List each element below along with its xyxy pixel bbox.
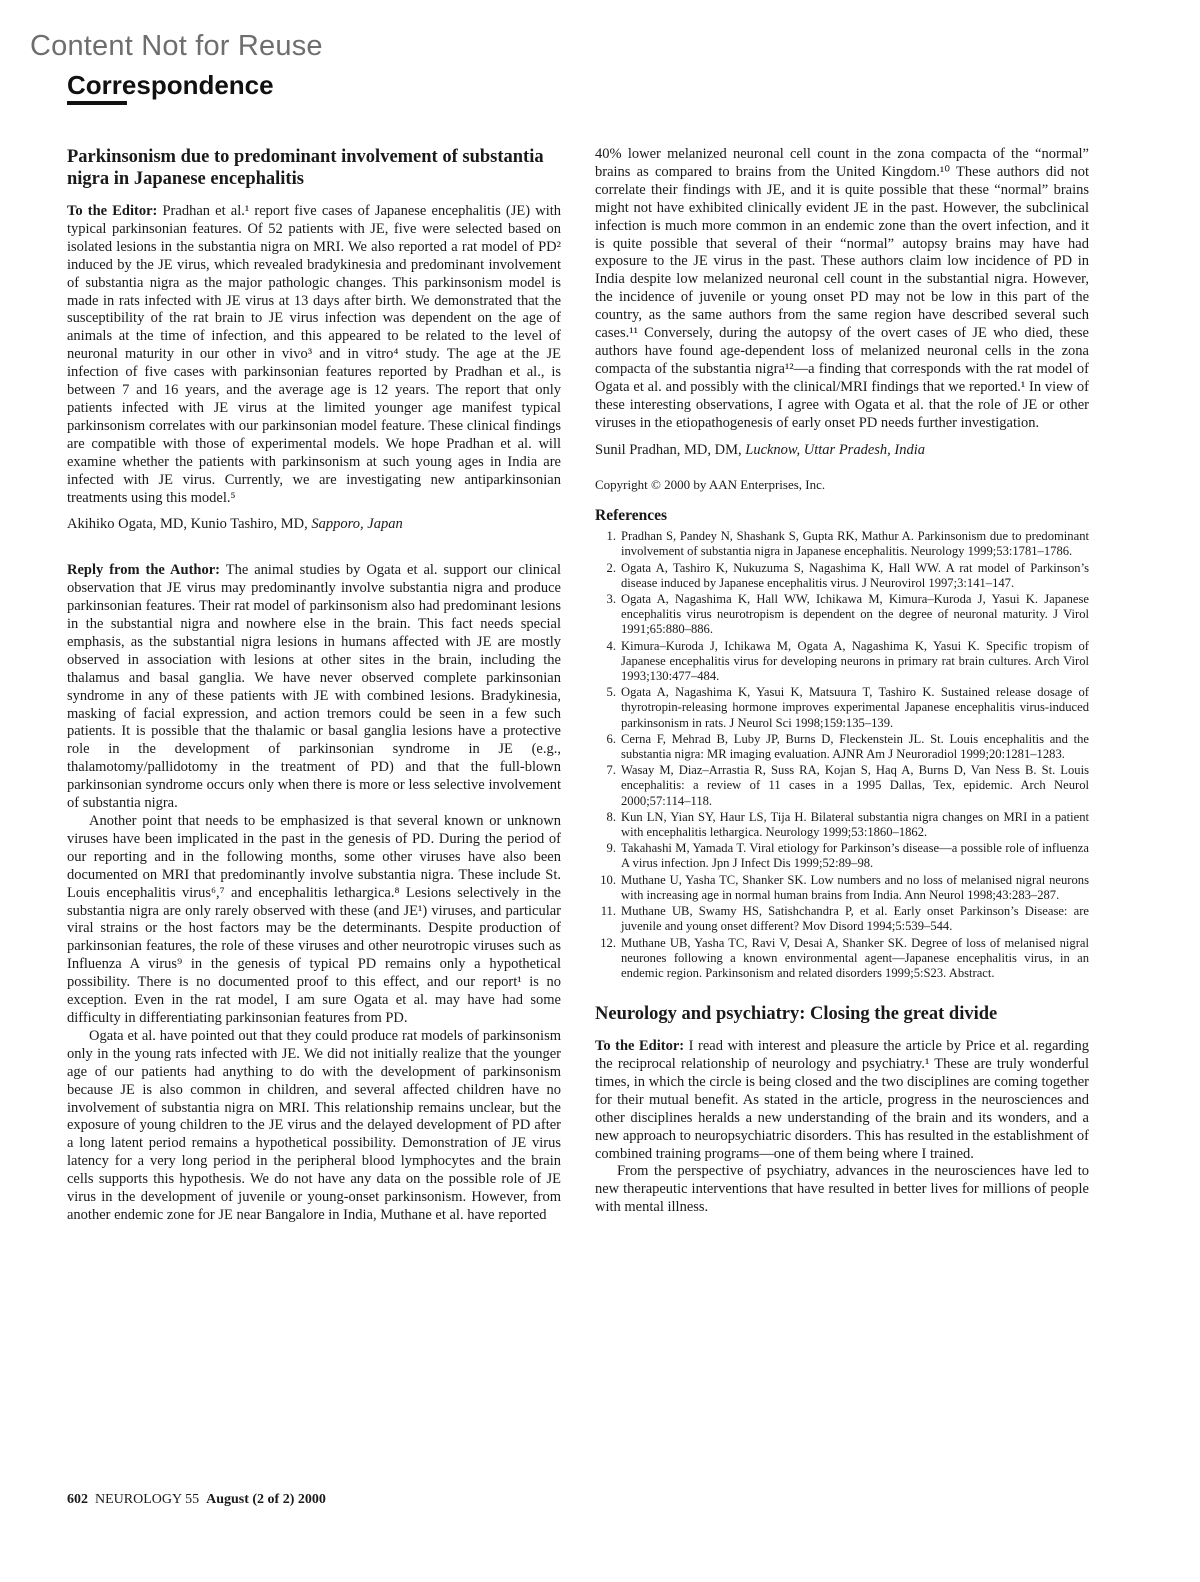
reference-text: Kimura–Kuroda J, Ichikawa M, Ogata A, Nagashima K, Yasui K. Specific tropism of Japanese encephalitis virus for developing neurons in primary rat brain cultures. Arch Virol 1993;130:477–484. bbox=[621, 638, 1089, 684]
reference-number: 5. bbox=[606, 685, 616, 700]
copyright-notice: Copyright © 2000 by AAN Enterprises, Inc. bbox=[595, 477, 826, 493]
reference-item bbox=[595, 841, 1089, 871]
section-title: Correspondence bbox=[67, 70, 274, 100]
reference-text: Muthane U, Yasha TC, Shanker SK. Low numbers and no loss of melanised nigral neurons with increasing age in normal human brains from India. Ann Neurol 1998;43:283–287. bbox=[621, 872, 1089, 902]
article2-lead: To the Editor: bbox=[595, 1038, 685, 1055]
reference-item bbox=[595, 561, 1089, 591]
reference-item bbox=[595, 685, 1089, 731]
reference-number: 11. bbox=[600, 904, 616, 919]
reference-item bbox=[595, 810, 1089, 840]
reference-number: 10. bbox=[600, 872, 616, 887]
reference-number: 4. bbox=[606, 638, 616, 653]
article-title: Parkinsonism due to predominant involvement of substantia nigra in Japanese encephalitis bbox=[67, 147, 544, 189]
watermark-text: Content Not for Reuse bbox=[30, 30, 323, 62]
reply-sig-place: Lucknow, Uttar Pradesh, India bbox=[745, 441, 926, 458]
reference-text: Cerna F, Mehrad B, Luby JP, Burns D, Fleckenstein JL. St. Louis encephalitis and the substantia nigra: MR imaging evaluation. AJNR Am J Neuroradiol 1999;20:1281–1283. bbox=[621, 731, 1089, 762]
reference-number: 6. bbox=[606, 731, 616, 746]
reference-text: Kun LN, Yian SY, Haur LS, Tija H. Bilateral substantia nigra changes on MRI in a patient with encephalitis lethargica. Neurology 1999;53:1860–1862. bbox=[621, 809, 1089, 840]
reference-item bbox=[595, 592, 1089, 638]
footer-issue: August (2 of 2) 2000 bbox=[206, 1492, 326, 1507]
reference-item bbox=[595, 936, 1089, 982]
letter-body: Pradhan et al.¹ report five cases of Japanese encephalitis (JE) with typical parkinsonian features. Of 52 patients with JE, five were selected based on isolated lesions in the substantia nigra on MRI. We also reported a rat model of PD² induced by the JE virus, which revealed bradykinesia and predominant involvement of substantia nigra as the major pathologic changes. This parkinsonism model is made in rats infected with JE virus at 13 days after birth. We demonstrated that the susceptibility of the rat brain to JE virus infection was dependent on the age of animals at the time of infection, and this appeared to be related to the level of neuronal maturity in our other in vivo³ and in vitro⁴ study. The age at the JE infection of five cases with parkinsonian features reported by Pradhan et al., is between 7 and 16 years, and the average age is 12 years. The report that only patients infected with JE virus at the limited younger age manifest typical parkinsonism correlates with our parkinsonian model feature. These clinical findings are compatible with those of experimental models. We hope Pradhan et al. will examine whether the patients with parkinsonism at such young ages in India are infected with JE virus. Currently, we are investigating new antiparkinsonian treatments using this model.⁵ bbox=[67, 203, 562, 506]
reference-item bbox=[595, 904, 1089, 934]
reply-lead: Reply from the Author: bbox=[67, 562, 220, 579]
references-list bbox=[595, 529, 1089, 981]
reply-sig-names: Sunil Pradhan, MD, DM, bbox=[595, 441, 742, 458]
article2-paragraph-2: From the perspective of psychiatry, advances in the neurosciences have led to new therapeutic interventions that have resulted in better lives for millions of people with mental illness. bbox=[595, 1163, 1089, 1216]
reference-number: 8. bbox=[606, 809, 616, 824]
reference-text: Wasay M, Diaz–Arrastia R, Suss RA, Kojan S, Haq A, Burns D, Van Ness B. St. Louis encephalitis: a review of 11 cases in a 1995 Dallas, Tex, epidemic. Arch Neurol 2000;57:114–118. bbox=[621, 763, 1089, 808]
reference-number: 3. bbox=[606, 592, 616, 607]
footer-page-number: 602 bbox=[67, 1492, 88, 1507]
reply-paragraph-3-continued: 40% lower melanized neuronal cell count in the zona compacta of the “normal” brains as compared to brains from the United Kingdom.¹⁰ These authors did not correlate their findings with JE, and it is quite possible that these “normal” brains might not have exhibited clinically evident JE in the past. However, the subclinical infection is much more common in an endemic zone than the overt infection, and it is quite possible that several of their “normal” autopsy brains may have had exposure to the JE virus in the past. These authors claim low incidence of PD in India despite low melanized neuronal cell count in the substantial nigra. However, the incidence of juvenile or young onset PD may not be low in this part of the country, as the same authors from the same region have described several such cases.¹¹ Conversely, during the autopsy of the overt cases of JE who died, these authors have found age-dependent loss of melanized neuronal cells in the zona compacta of the substantia nigra¹²—a finding that corresponds with the rat model of Ogata et al. and possibly with the clinical/MRI findings that we reported.¹ In view of these interesting observations, I agree with Ogata et al. that the role of JE or other viruses in the etiopathogenesis of early onset PD needs further investigation. bbox=[595, 146, 1089, 431]
section-rule bbox=[67, 101, 127, 105]
letter-sig-place: Sapporo, Japan bbox=[311, 516, 403, 533]
reply-paragraph-2: Another point that needs to be emphasized is that several known or unknown viruses have been implicated in the past in the genesis of PD. During the period of our reporting and in the following months, some other viruses have also been documented on MRI that predominantly involve substantia nigra. These include St. Louis encephalitis virus⁶,⁷ and encephalitis lethargica.⁸ Lesions selectively in the substantia nigra are only rarely observed with these (and JE¹) viruses, and particular viral strains or the host factors may be the determinants. Despite production of parkinsonian features, the role of these viruses and other neurotropic viruses such as Influenza A virus⁹ in the genesis of typical PD remains only a hypothetical possibility. There is no documented proof to this effect, and our report¹ is no exception. Even in the rat model, I am sure Ogata et al. may have had some difficulty in differentiating parkinsonian features from PD. bbox=[67, 813, 561, 1026]
letter-sig-names: Akihiko Ogata, MD, Kunio Tashiro, MD, bbox=[67, 516, 308, 533]
reference-number: 7. bbox=[606, 763, 616, 778]
reference-item bbox=[595, 639, 1089, 685]
reply-paragraph-1 bbox=[67, 562, 561, 813]
reference-item bbox=[595, 763, 1089, 809]
spacer bbox=[67, 534, 561, 562]
reply-body-1: The animal studies by Ogata et al. support our clinical observation that JE virus may predominantly involve substantia nigra and produce parkinsonian features. Their rat model of parkinsonism also had predominant lesions in the substantial nigra and nowhere else in the brain. This fact needs special emphasis, as the substantial nigra lesions in humans affected with JE are mostly observed in association with lesions at other sites in the brain, including the thalamus and basal ganglia. We have never observed complete parkinsonian syndrome in any of these patients with JE with combined lesions. Bradykinesia, masking of facial expression, and action tremors could be seen in a few such patients. It is possible that the thalamic or basal ganglia lesions have a protective role in the development of parkinsonian syndrome in JE (e.g., thalamotomy/pallidotomy in the treatment of PD) and that the full-blown parkinsonian syndrome occurs only when there is more or less selective involvement of substantia nigra. bbox=[67, 562, 561, 812]
reference-number: 9. bbox=[606, 841, 616, 856]
reference-text: Pradhan S, Pandey N, Shashank S, Gupta RK, Mathur A. Parkinsonism due to predominant involvement of substantia nigra in Japanese encephalitis. Neurology 1999;53:1781–1786. bbox=[621, 529, 1089, 559]
reference-text: Muthane UB, Swamy HS, Satishchandra P, et al. Early onset Parkinson’s Disease: are juvenile and young onset different? Mov Disord 1994;5:539–544. bbox=[621, 904, 1089, 934]
letter-paragraph bbox=[67, 203, 561, 507]
reference-item bbox=[595, 873, 1089, 903]
reference-text: Takahashi M, Yamada T. Viral etiology for Parkinson’s disease—a possible role of influenza A virus infection. Jpn J Infect Dis 1999;52:89–98. bbox=[621, 841, 1089, 871]
reference-text: Ogata A, Nagashima K, Yasui K, Matsuura T, Tashiro K. Sustained release dosage of thyrotropin-releasing hormone improves experimental Japanese encephalitis virus-induced parkinsonism in rats. J Neurol Sci 1998;159:135–139. bbox=[621, 685, 1089, 730]
letter-lead: To the Editor: bbox=[67, 203, 158, 219]
reference-item bbox=[595, 732, 1089, 762]
reply-signature bbox=[595, 442, 1089, 460]
references-heading: References bbox=[595, 507, 668, 525]
reference-text: Ogata A, Tashiro K, Nukuzuma S, Nagashima K, Hall WW. A rat model of Parkinson’s disease induced by Japanese encephalitis virus. J Neurovirol 1997;3:141–147. bbox=[621, 560, 1089, 590]
reference-number: 12. bbox=[600, 935, 616, 950]
reference-text: Muthane UB, Yasha TC, Ravi V, Desai A, Shanker SK. Degree of loss of melanised nigral neurones following a known environmental agent—Japanese encephalitis virus, in an endemic region. Parkinsonism and related disorders 1999;5:S23. Abstract. bbox=[621, 935, 1089, 980]
reference-number: 1. bbox=[606, 529, 616, 544]
letter-signature bbox=[67, 516, 561, 534]
reference-number: 2. bbox=[606, 560, 616, 575]
left-column bbox=[67, 146, 561, 1225]
footer-journal: NEUROLOGY 55 bbox=[95, 1492, 200, 1507]
page-footer bbox=[67, 1492, 326, 1508]
reply-paragraph-3: Ogata et al. have pointed out that they could produce rat models of parkinsonism only in the young rats infected with JE. We did not initially realize that the younger age of our patients had anything to do with the development of parkinsonism because JE is also common in children, and several affected children have no involvement of substantia nigra on MRI. This relationship remains unclear, but the exposure of young children to the JE virus and the delayed development of PD after a long latent period remains a hypothetical possibility. Demonstration of JE virus latency for a very long period in the peripheral blood lymphocytes and the brain cells supports this hypothesis. We do not have any data on the possible role of JE virus in the development of juvenile or young-onset parkinsonism. However, from another endemic zone for JE near Bangalore in India, Muthane et al. have reported bbox=[67, 1027, 561, 1223]
right-column bbox=[595, 146, 1089, 1217]
article2-paragraph-1 bbox=[595, 1038, 1089, 1163]
article2-title: Neurology and psychiatry: Closing the great divide bbox=[595, 1004, 998, 1025]
article2-body-1: I read with interest and pleasure the article by Price et al. regarding the reciprocal relationship of neurology and psychiatry.¹ These are truly wonderful times, in which the circle is being closed and the two disciplines are coming together for their mutual benefit. As stated in the article, progress in the neurosciences and other disciplines heralds a new understanding of the brain and its wonders, and a new approach to neuropsychiatric disorders. This has resulted in the establishment of combined training programs—one of them being where I trained. bbox=[595, 1038, 1089, 1162]
reference-text: Ogata A, Nagashima K, Hall WW, Ichikawa M, Kimura–Kuroda J, Yasui K. Japanese encephalitis virus neurotropism is dependent on the degree of neuronal maturity. J Virol 1991;65:880–886. bbox=[621, 592, 1089, 637]
reference-item bbox=[595, 529, 1089, 559]
